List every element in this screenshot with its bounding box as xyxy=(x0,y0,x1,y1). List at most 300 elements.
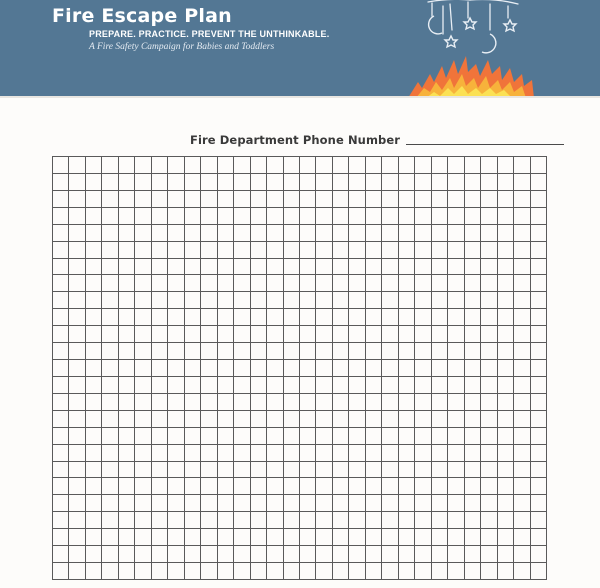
grid-cell[interactable] xyxy=(151,494,167,511)
grid-cell[interactable] xyxy=(167,325,183,342)
grid-cell[interactable] xyxy=(398,376,414,393)
grid-cell[interactable] xyxy=(398,207,414,224)
grid-cell[interactable] xyxy=(365,376,381,393)
grid-cell[interactable] xyxy=(315,444,331,461)
grid-cell[interactable] xyxy=(431,173,447,190)
grid-cell[interactable] xyxy=(217,224,233,241)
grid-cell[interactable] xyxy=(85,258,101,275)
grid-cell[interactable] xyxy=(118,410,134,427)
grid-cell[interactable] xyxy=(464,308,480,325)
grid-cell[interactable] xyxy=(52,376,68,393)
grid-cell[interactable] xyxy=(266,173,282,190)
grid-cell[interactable] xyxy=(233,511,249,528)
grid-cell[interactable] xyxy=(134,258,150,275)
grid-cell[interactable] xyxy=(68,156,84,173)
grid-cell[interactable] xyxy=(431,207,447,224)
grid-cell[interactable] xyxy=(151,342,167,359)
grid-cell[interactable] xyxy=(332,274,348,291)
grid-cell[interactable] xyxy=(431,545,447,562)
grid-cell[interactable] xyxy=(348,427,364,444)
grid-cell[interactable] xyxy=(184,545,200,562)
grid-cell[interactable] xyxy=(530,224,546,241)
grid-cell[interactable] xyxy=(250,291,266,308)
grid-cell[interactable] xyxy=(431,461,447,478)
grid-cell[interactable] xyxy=(233,173,249,190)
grid-cell[interactable] xyxy=(184,410,200,427)
grid-cell[interactable] xyxy=(101,274,117,291)
grid-cell[interactable] xyxy=(480,308,496,325)
grid-cell[interactable] xyxy=(151,427,167,444)
grid-cell[interactable] xyxy=(250,562,266,579)
grid-cell[interactable] xyxy=(151,173,167,190)
grid-cell[interactable] xyxy=(68,376,84,393)
grid-cell[interactable] xyxy=(381,444,397,461)
grid-cell[interactable] xyxy=(68,545,84,562)
grid-cell[interactable] xyxy=(250,494,266,511)
grid-cell[interactable] xyxy=(497,427,513,444)
grid-cell[interactable] xyxy=(118,545,134,562)
grid-cell[interactable] xyxy=(365,477,381,494)
grid-cell[interactable] xyxy=(101,427,117,444)
grid-cell[interactable] xyxy=(464,156,480,173)
grid-cell[interactable] xyxy=(381,325,397,342)
grid-cell[interactable] xyxy=(497,528,513,545)
grid-cell[interactable] xyxy=(299,511,315,528)
grid-cell[interactable] xyxy=(134,562,150,579)
grid-cell[interactable] xyxy=(464,190,480,207)
grid-cell[interactable] xyxy=(348,477,364,494)
grid-cell[interactable] xyxy=(348,444,364,461)
grid-cell[interactable] xyxy=(315,308,331,325)
grid-cell[interactable] xyxy=(431,291,447,308)
grid-cell[interactable] xyxy=(52,359,68,376)
grid-cell[interactable] xyxy=(530,444,546,461)
grid-cell[interactable] xyxy=(266,477,282,494)
grid-cell[interactable] xyxy=(414,393,430,410)
grid-cell[interactable] xyxy=(250,156,266,173)
grid-cell[interactable] xyxy=(200,190,216,207)
grid-cell[interactable] xyxy=(530,359,546,376)
grid-cell[interactable] xyxy=(151,308,167,325)
grid-cell[interactable] xyxy=(315,427,331,444)
grid-cell[interactable] xyxy=(200,325,216,342)
grid-cell[interactable] xyxy=(283,207,299,224)
grid-cell[interactable] xyxy=(431,156,447,173)
grid-cell[interactable] xyxy=(431,258,447,275)
grid-cell[interactable] xyxy=(365,156,381,173)
grid-cell[interactable] xyxy=(530,393,546,410)
grid-cell[interactable] xyxy=(398,393,414,410)
grid-cell[interactable] xyxy=(200,274,216,291)
grid-cell[interactable] xyxy=(167,393,183,410)
grid-cell[interactable] xyxy=(68,173,84,190)
grid-cell[interactable] xyxy=(381,494,397,511)
grid-cell[interactable] xyxy=(217,325,233,342)
grid-cell[interactable] xyxy=(414,173,430,190)
grid-cell[interactable] xyxy=(101,325,117,342)
grid-cell[interactable] xyxy=(365,494,381,511)
grid-cell[interactable] xyxy=(530,528,546,545)
grid-cell[interactable] xyxy=(118,393,134,410)
grid-cell[interactable] xyxy=(530,156,546,173)
grid-cell[interactable] xyxy=(250,190,266,207)
grid-cell[interactable] xyxy=(118,308,134,325)
grid-cell[interactable] xyxy=(348,376,364,393)
grid-cell[interactable] xyxy=(530,258,546,275)
grid-cell[interactable] xyxy=(398,562,414,579)
grid-cell[interactable] xyxy=(315,376,331,393)
grid-cell[interactable] xyxy=(250,308,266,325)
grid-cell[interactable] xyxy=(398,494,414,511)
grid-cell[interactable] xyxy=(480,494,496,511)
grid-cell[interactable] xyxy=(414,291,430,308)
grid-cell[interactable] xyxy=(365,427,381,444)
grid-cell[interactable] xyxy=(250,528,266,545)
grid-cell[interactable] xyxy=(68,325,84,342)
grid-cell[interactable] xyxy=(348,325,364,342)
grid-cell[interactable] xyxy=(480,241,496,258)
grid-cell[interactable] xyxy=(266,224,282,241)
grid-cell[interactable] xyxy=(134,393,150,410)
grid-cell[interactable] xyxy=(184,207,200,224)
grid-cell[interactable] xyxy=(233,156,249,173)
grid-cell[interactable] xyxy=(233,274,249,291)
grid-cell[interactable] xyxy=(167,156,183,173)
grid-cell[interactable] xyxy=(348,291,364,308)
grid-cell[interactable] xyxy=(250,393,266,410)
grid-cell[interactable] xyxy=(447,342,463,359)
grid-cell[interactable] xyxy=(68,528,84,545)
grid-cell[interactable] xyxy=(332,359,348,376)
grid-cell[interactable] xyxy=(299,308,315,325)
grid-cell[interactable] xyxy=(167,562,183,579)
grid-cell[interactable] xyxy=(134,224,150,241)
grid-cell[interactable] xyxy=(167,444,183,461)
grid-cell[interactable] xyxy=(134,342,150,359)
grid-cell[interactable] xyxy=(250,241,266,258)
grid-cell[interactable] xyxy=(184,173,200,190)
grid-cell[interactable] xyxy=(217,444,233,461)
grid-cell[interactable] xyxy=(68,207,84,224)
grid-cell[interactable] xyxy=(480,444,496,461)
grid-cell[interactable] xyxy=(134,427,150,444)
grid-cell[interactable] xyxy=(299,393,315,410)
grid-cell[interactable] xyxy=(530,477,546,494)
grid-cell[interactable] xyxy=(217,156,233,173)
grid-cell[interactable] xyxy=(101,444,117,461)
grid-cell[interactable] xyxy=(250,173,266,190)
grid-cell[interactable] xyxy=(68,477,84,494)
grid-cell[interactable] xyxy=(266,156,282,173)
grid-cell[interactable] xyxy=(233,528,249,545)
grid-cell[interactable] xyxy=(52,427,68,444)
grid-cell[interactable] xyxy=(101,461,117,478)
grid-cell[interactable] xyxy=(68,511,84,528)
grid-cell[interactable] xyxy=(480,173,496,190)
grid-cell[interactable] xyxy=(233,376,249,393)
grid-cell[interactable] xyxy=(52,545,68,562)
grid-cell[interactable] xyxy=(530,308,546,325)
grid-cell[interactable] xyxy=(266,308,282,325)
grid-cell[interactable] xyxy=(200,376,216,393)
grid-cell[interactable] xyxy=(217,528,233,545)
grid-cell[interactable] xyxy=(217,359,233,376)
grid-cell[interactable] xyxy=(266,427,282,444)
grid-cell[interactable] xyxy=(480,461,496,478)
grid-cell[interactable] xyxy=(348,562,364,579)
grid-cell[interactable] xyxy=(118,562,134,579)
grid-cell[interactable] xyxy=(250,359,266,376)
grid-cell[interactable] xyxy=(283,444,299,461)
grid-cell[interactable] xyxy=(414,258,430,275)
grid-cell[interactable] xyxy=(497,359,513,376)
grid-cell[interactable] xyxy=(513,427,529,444)
grid-cell[interactable] xyxy=(217,511,233,528)
grid-cell[interactable] xyxy=(250,477,266,494)
grid-cell[interactable] xyxy=(151,291,167,308)
grid-cell[interactable] xyxy=(283,545,299,562)
grid-cell[interactable] xyxy=(118,207,134,224)
grid-cell[interactable] xyxy=(233,393,249,410)
grid-cell[interactable] xyxy=(447,325,463,342)
grid-cell[interactable] xyxy=(315,511,331,528)
grid-cell[interactable] xyxy=(431,477,447,494)
grid-cell[interactable] xyxy=(398,444,414,461)
grid-cell[interactable] xyxy=(381,173,397,190)
grid-cell[interactable] xyxy=(167,224,183,241)
grid-cell[interactable] xyxy=(299,156,315,173)
grid-cell[interactable] xyxy=(184,291,200,308)
grid-cell[interactable] xyxy=(431,342,447,359)
grid-cell[interactable] xyxy=(200,410,216,427)
grid-cell[interactable] xyxy=(381,190,397,207)
grid-cell[interactable] xyxy=(299,190,315,207)
grid-cell[interactable] xyxy=(299,274,315,291)
grid-cell[interactable] xyxy=(134,241,150,258)
grid-cell[interactable] xyxy=(184,427,200,444)
grid-cell[interactable] xyxy=(134,190,150,207)
grid-cell[interactable] xyxy=(200,444,216,461)
grid-cell[interactable] xyxy=(217,562,233,579)
grid-cell[interactable] xyxy=(283,494,299,511)
grid-cell[interactable] xyxy=(217,291,233,308)
grid-cell[interactable] xyxy=(315,291,331,308)
grid-cell[interactable] xyxy=(118,224,134,241)
grid-cell[interactable] xyxy=(101,190,117,207)
grid-cell[interactable] xyxy=(332,494,348,511)
grid-cell[interactable] xyxy=(414,545,430,562)
grid-cell[interactable] xyxy=(134,274,150,291)
grid-cell[interactable] xyxy=(530,325,546,342)
grid-cell[interactable] xyxy=(464,207,480,224)
grid-cell[interactable] xyxy=(184,342,200,359)
grid-cell[interactable] xyxy=(85,241,101,258)
grid-cell[interactable] xyxy=(266,444,282,461)
grid-cell[interactable] xyxy=(118,291,134,308)
grid-cell[interactable] xyxy=(381,258,397,275)
grid-cell[interactable] xyxy=(447,444,463,461)
grid-cell[interactable] xyxy=(381,393,397,410)
grid-cell[interactable] xyxy=(250,207,266,224)
grid-cell[interactable] xyxy=(530,207,546,224)
grid-cell[interactable] xyxy=(85,545,101,562)
grid-cell[interactable] xyxy=(464,376,480,393)
grid-cell[interactable] xyxy=(497,241,513,258)
grid-cell[interactable] xyxy=(266,359,282,376)
grid-cell[interactable] xyxy=(266,511,282,528)
grid-cell[interactable] xyxy=(266,376,282,393)
grid-cell[interactable] xyxy=(332,444,348,461)
grid-cell[interactable] xyxy=(398,224,414,241)
grid-cell[interactable] xyxy=(513,461,529,478)
grid-cell[interactable] xyxy=(250,376,266,393)
grid-cell[interactable] xyxy=(68,444,84,461)
grid-cell[interactable] xyxy=(365,274,381,291)
grid-cell[interactable] xyxy=(447,461,463,478)
grid-cell[interactable] xyxy=(513,528,529,545)
grid-cell[interactable] xyxy=(233,207,249,224)
grid-cell[interactable] xyxy=(332,173,348,190)
grid-cell[interactable] xyxy=(134,461,150,478)
grid-cell[interactable] xyxy=(332,325,348,342)
grid-cell[interactable] xyxy=(299,494,315,511)
grid-cell[interactable] xyxy=(184,494,200,511)
grid-cell[interactable] xyxy=(68,461,84,478)
grid-cell[interactable] xyxy=(151,410,167,427)
grid-cell[interactable] xyxy=(332,241,348,258)
grid-cell[interactable] xyxy=(184,376,200,393)
grid-cell[interactable] xyxy=(217,190,233,207)
grid-cell[interactable] xyxy=(151,461,167,478)
grid-cell[interactable] xyxy=(464,173,480,190)
grid-cell[interactable] xyxy=(85,427,101,444)
grid-cell[interactable] xyxy=(530,427,546,444)
grid-cell[interactable] xyxy=(85,274,101,291)
grid-cell[interactable] xyxy=(184,393,200,410)
grid-cell[interactable] xyxy=(101,393,117,410)
grid-cell[interactable] xyxy=(414,376,430,393)
grid-cell[interactable] xyxy=(480,545,496,562)
grid-cell[interactable] xyxy=(184,325,200,342)
grid-cell[interactable] xyxy=(250,444,266,461)
grid-cell[interactable] xyxy=(299,241,315,258)
grid-cell[interactable] xyxy=(200,562,216,579)
grid-cell[interactable] xyxy=(480,274,496,291)
grid-cell[interactable] xyxy=(398,545,414,562)
grid-cell[interactable] xyxy=(414,410,430,427)
grid-cell[interactable] xyxy=(315,173,331,190)
grid-cell[interactable] xyxy=(447,545,463,562)
grid-cell[interactable] xyxy=(464,359,480,376)
grid-cell[interactable] xyxy=(134,511,150,528)
grid-cell[interactable] xyxy=(151,545,167,562)
grid-cell[interactable] xyxy=(250,461,266,478)
grid-cell[interactable] xyxy=(250,224,266,241)
grid-cell[interactable] xyxy=(348,190,364,207)
grid-cell[interactable] xyxy=(431,274,447,291)
grid-cell[interactable] xyxy=(68,224,84,241)
grid-cell[interactable] xyxy=(151,224,167,241)
grid-cell[interactable] xyxy=(348,224,364,241)
grid-cell[interactable] xyxy=(480,207,496,224)
grid-cell[interactable] xyxy=(52,511,68,528)
grid-cell[interactable] xyxy=(315,410,331,427)
grid-cell[interactable] xyxy=(200,173,216,190)
grid-cell[interactable] xyxy=(266,562,282,579)
grid-cell[interactable] xyxy=(283,477,299,494)
grid-cell[interactable] xyxy=(365,511,381,528)
grid-cell[interactable] xyxy=(85,393,101,410)
grid-cell[interactable] xyxy=(52,494,68,511)
grid-cell[interactable] xyxy=(480,410,496,427)
grid-cell[interactable] xyxy=(167,274,183,291)
grid-cell[interactable] xyxy=(447,241,463,258)
grid-cell[interactable] xyxy=(414,528,430,545)
grid-cell[interactable] xyxy=(315,190,331,207)
grid-cell[interactable] xyxy=(151,444,167,461)
grid-cell[interactable] xyxy=(414,274,430,291)
grid-cell[interactable] xyxy=(530,562,546,579)
grid-cell[interactable] xyxy=(101,494,117,511)
grid-cell[interactable] xyxy=(151,207,167,224)
grid-cell[interactable] xyxy=(68,274,84,291)
grid-cell[interactable] xyxy=(101,410,117,427)
grid-cell[interactable] xyxy=(414,444,430,461)
grid-cell[interactable] xyxy=(266,494,282,511)
grid-cell[interactable] xyxy=(184,308,200,325)
grid-cell[interactable] xyxy=(283,410,299,427)
grid-cell[interactable] xyxy=(464,461,480,478)
grid-cell[interactable] xyxy=(381,427,397,444)
grid-cell[interactable] xyxy=(118,494,134,511)
grid-cell[interactable] xyxy=(151,325,167,342)
grid-cell[interactable] xyxy=(480,376,496,393)
grid-cell[interactable] xyxy=(381,376,397,393)
grid-cell[interactable] xyxy=(365,308,381,325)
grid-cell[interactable] xyxy=(283,461,299,478)
grid-cell[interactable] xyxy=(381,342,397,359)
grid-cell[interactable] xyxy=(513,393,529,410)
grid-cell[interactable] xyxy=(530,274,546,291)
grid-cell[interactable] xyxy=(464,258,480,275)
grid-cell[interactable] xyxy=(250,427,266,444)
grid-cell[interactable] xyxy=(414,562,430,579)
grid-cell[interactable] xyxy=(381,528,397,545)
grid-cell[interactable] xyxy=(497,562,513,579)
grid-cell[interactable] xyxy=(431,528,447,545)
grid-cell[interactable] xyxy=(513,224,529,241)
grid-cell[interactable] xyxy=(497,308,513,325)
grid-cell[interactable] xyxy=(431,562,447,579)
grid-cell[interactable] xyxy=(217,376,233,393)
grid-cell[interactable] xyxy=(184,461,200,478)
grid-cell[interactable] xyxy=(332,258,348,275)
grid-cell[interactable] xyxy=(398,359,414,376)
grid-cell[interactable] xyxy=(530,410,546,427)
grid-cell[interactable] xyxy=(447,359,463,376)
grid-cell[interactable] xyxy=(332,477,348,494)
grid-cell[interactable] xyxy=(200,427,216,444)
grid-cell[interactable] xyxy=(365,190,381,207)
grid-cell[interactable] xyxy=(85,291,101,308)
grid-cell[interactable] xyxy=(134,173,150,190)
grid-cell[interactable] xyxy=(101,241,117,258)
grid-cell[interactable] xyxy=(167,291,183,308)
grid-cell[interactable] xyxy=(530,291,546,308)
grid-cell[interactable] xyxy=(233,342,249,359)
grid-cell[interactable] xyxy=(299,359,315,376)
grid-cell[interactable] xyxy=(233,494,249,511)
